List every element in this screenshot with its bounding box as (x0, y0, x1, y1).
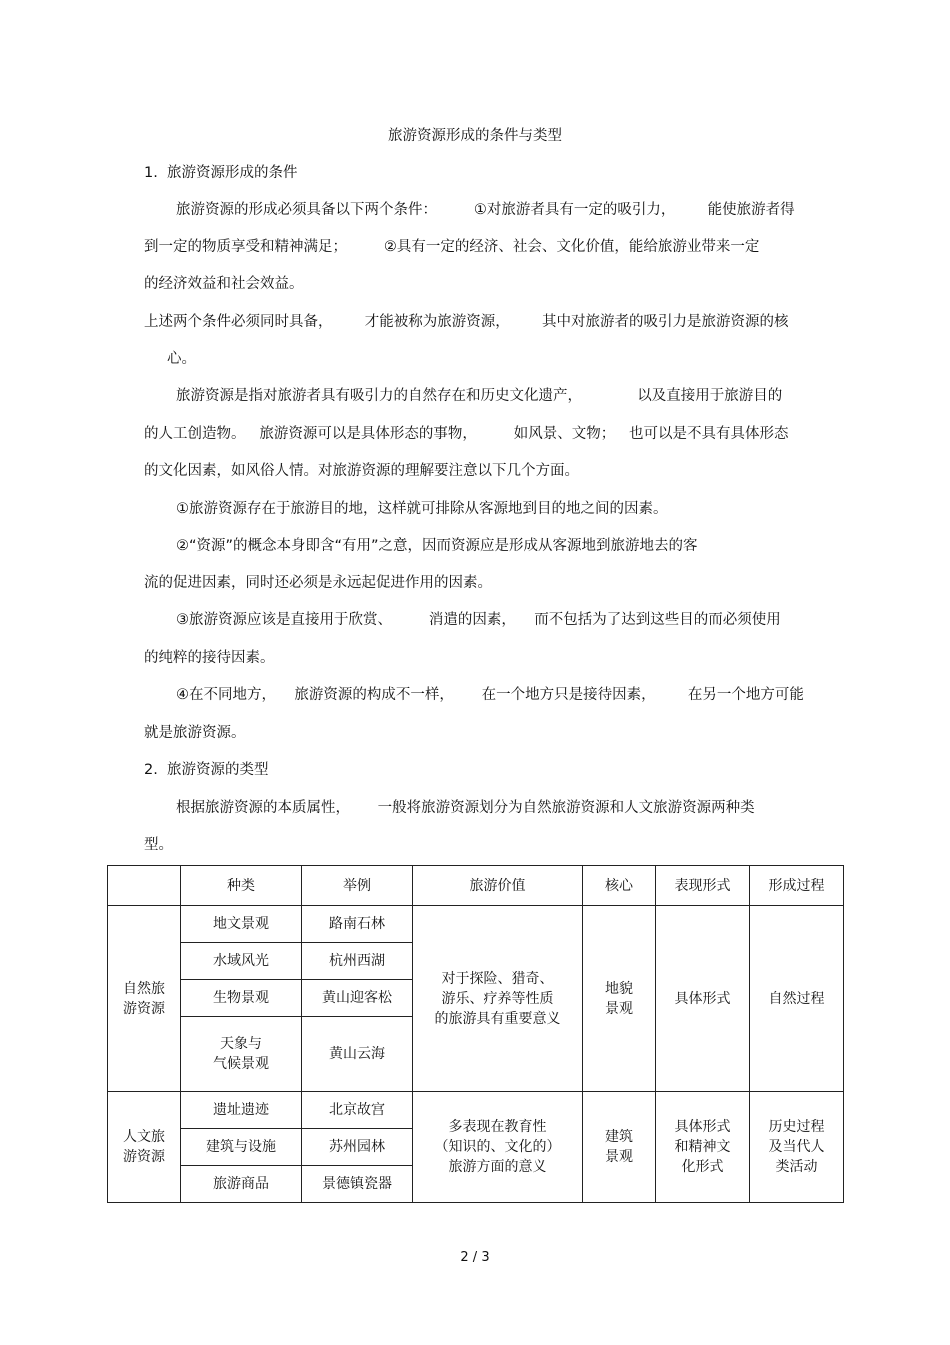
core-cell: 地貌 景观 (583, 906, 656, 1092)
header-cell: 举例 (302, 866, 413, 906)
group-cell: 人文旅 游资源 (108, 1092, 181, 1203)
example-cell: 北京故宫 (302, 1092, 413, 1129)
list-item: ②“资源”的概念本身即含“有用”之意，因而资源应是形成从客源地到旅游地去的客 (176, 538, 698, 554)
process-cell: 自然过程 (750, 906, 844, 1092)
process-cell: 历史过程 及当代人 类活动 (750, 1092, 844, 1203)
section2-heading: 2. 旅游资源的类型 (144, 762, 269, 778)
paragraph-line: 的纯粹的接待因素。 (144, 650, 275, 666)
paragraph-line: 心。 (167, 351, 196, 367)
table-row (108, 1092, 844, 1129)
paragraph-line: 的文化因素，如风俗人情。对旅游资源的理解要注意以下几个方面。 (144, 463, 579, 479)
header-cell (108, 866, 181, 906)
kind-cell: 天象与 气候景观 (181, 1017, 302, 1092)
paragraph-line: 流的促进因素，同时还必须是永远起促进作用的因素。 (144, 575, 492, 591)
table-row (108, 906, 844, 943)
paragraph-line: 就是旅游资源。 (144, 725, 246, 741)
header-cell: 种类 (181, 866, 302, 906)
list-item: ①旅游资源存在于旅游目的地，这样就可排除从客源地到目的地之间的因素。 (176, 501, 668, 517)
resource-type-table (107, 865, 844, 1203)
kind-cell: 遗址遗迹 (181, 1092, 302, 1129)
header-cell: 核心 (583, 866, 656, 906)
paragraph-line: 型。 (144, 837, 173, 853)
list-item: ④在不同地方， 旅游资源的构成不一样， 在一个地方只是接待因素， 在另一个地方可能 (176, 687, 804, 703)
paragraph-line: 旅游资源是指对旅游者具有吸引力的自然存在和历史文化遗产， 以及直接用于旅游目的 (176, 388, 783, 404)
header-cell: 形成过程 (750, 866, 844, 906)
core-cell: 建筑 景观 (583, 1092, 656, 1203)
example-cell: 路南石林 (302, 906, 413, 943)
page-number: 2 / 3 (460, 1250, 490, 1265)
paragraph-line: 根据旅游资源的本质属性， 一般将旅游资源划分为自然旅游资源和人文旅游资源两种类 (176, 800, 755, 816)
kind-cell: 地文景观 (181, 906, 302, 943)
value-cell: 对于探险、猎奇、 游乐、疗养等性质 的旅游具有重要意义 (413, 906, 583, 1092)
header-cell: 表现形式 (656, 866, 750, 906)
kind-cell: 旅游商品 (181, 1166, 302, 1203)
paragraph-line: 的人工创造物。 旅游资源可以是具体形态的事物， 如风景、文物； 也可以是不具有具体形态 (144, 426, 789, 442)
paragraph-line: 上述两个条件必须同时具备， 才能被称为旅游资源， 其中对旅游者的吸引力是旅游资源的核 (144, 314, 789, 330)
example-cell: 苏州园林 (302, 1129, 413, 1166)
example-cell: 黄山云海 (302, 1017, 413, 1092)
group-cell: 自然旅 游资源 (108, 906, 181, 1092)
paragraph-line: 的经济效益和社会效益。 (144, 276, 304, 292)
example-cell: 景德镇瓷器 (302, 1166, 413, 1203)
kind-cell: 生物景观 (181, 980, 302, 1017)
form-cell: 具体形式 (656, 906, 750, 1092)
page-title: 旅游资源形成的条件与类型 (388, 128, 562, 144)
value-cell: 多表现在教育性 （知识的、文化的） 旅游方面的意义 (413, 1092, 583, 1203)
paragraph-line: 旅游资源的形成必须具备以下两个条件： ①对旅游者具有一定的吸引力， 能使旅游者得 (176, 202, 795, 218)
list-item: ③旅游资源应该是直接用于欣赏、 消遣的因素， 而不包括为了达到这些目的而必须使用 (176, 612, 781, 628)
form-cell: 具体形式 和精神文 化形式 (656, 1092, 750, 1203)
kind-cell: 水域风光 (181, 943, 302, 980)
table-header-row (108, 866, 844, 906)
section1-heading: 1. 旅游资源形成的条件 (144, 165, 298, 181)
example-cell: 黄山迎客松 (302, 980, 413, 1017)
paragraph-line: 到一定的物质享受和精神满足； ②具有一定的经济、社会、文化价值，能给旅游业带来一定 (144, 239, 760, 255)
example-cell: 杭州西湖 (302, 943, 413, 980)
kind-cell: 建筑与设施 (181, 1129, 302, 1166)
header-cell: 旅游价值 (413, 866, 583, 906)
